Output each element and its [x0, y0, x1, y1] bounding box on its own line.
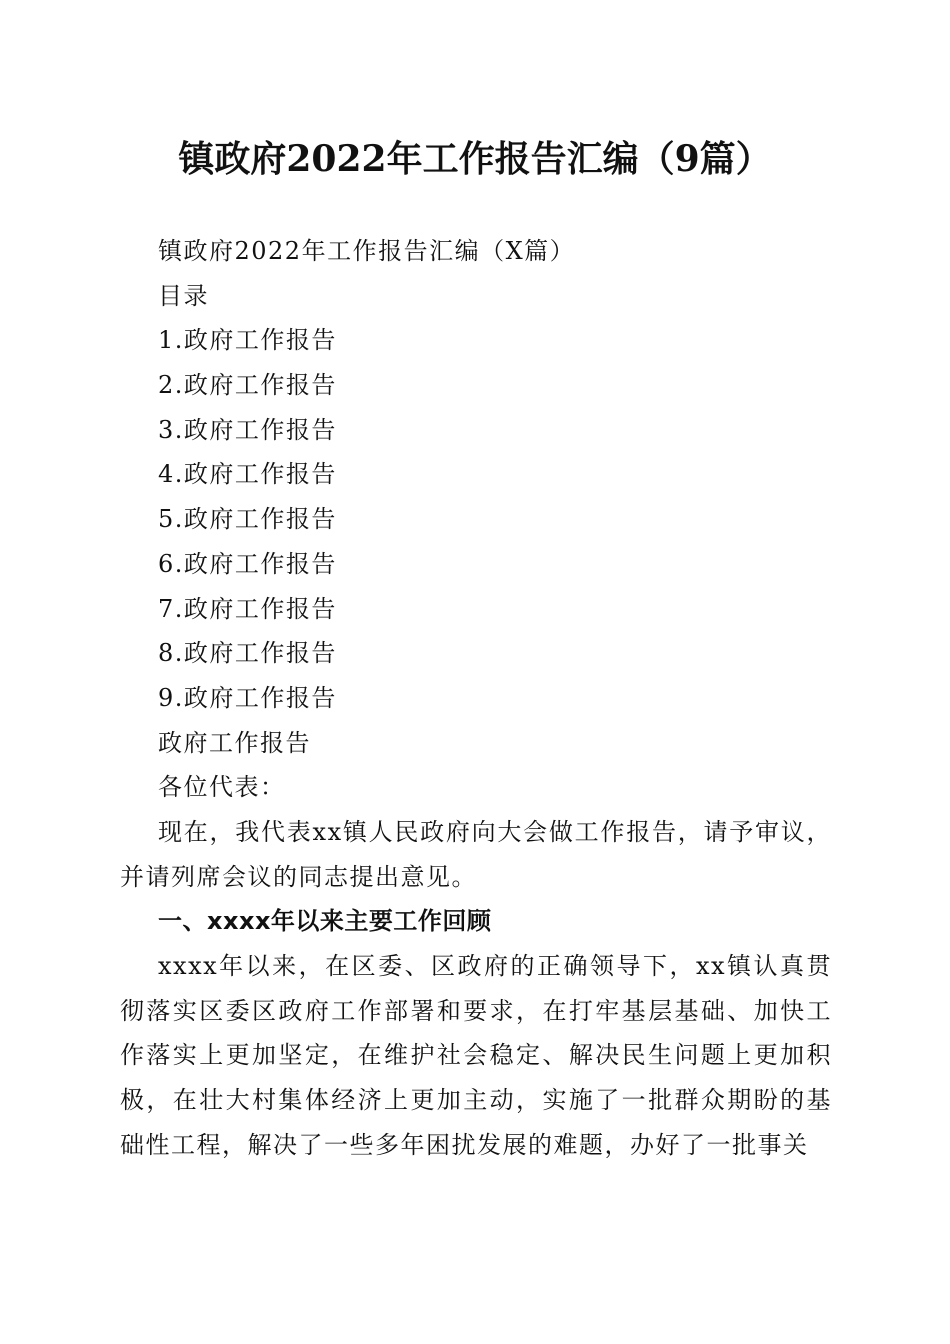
- toc-item: 2.政府工作报告: [158, 371, 337, 400]
- subtitle: 镇政府2022年工作报告汇编（X篇）: [158, 237, 576, 265]
- toc-item: 4.政府工作报告: [158, 460, 337, 489]
- body-paragraph: xxxx年以来，在区委、区政府的正确领导下，xx镇认真贯彻落实区委区政府工作部署和要求，在打牢基层基础、加快工作落实上更加坚定，在维护社会稳定、解决民生问题上更加积极，在壮大村集体经济上更加主动，实施了一批群众期盼的基础性工程，解决了一些多年困扰发展的难题，办好了一批事关: [120, 952, 832, 1159]
- toc-item: 5.政府工作报告: [158, 505, 337, 534]
- toc-item: 7.政府工作报告: [158, 594, 337, 623]
- section-heading: 一、xxxx年以来主要工作回顾: [158, 907, 492, 936]
- table-of-contents: [120, 318, 832, 720]
- document-title: 镇政府2022年工作报告汇编（9篇）: [178, 138, 772, 180]
- document-body: [120, 229, 832, 1168]
- intro-paragraph: 现在，我代表xx镇人民政府向大会做工作报告，请予审议，并请列席会议的同志提出意见。: [120, 817, 832, 891]
- toc-item: 6.政府工作报告: [158, 549, 337, 578]
- salutation: 各位代表：: [158, 773, 286, 802]
- section-title: 政府工作报告: [158, 728, 311, 757]
- toc-label: 目录: [158, 281, 209, 310]
- toc-item: 9.政府工作报告: [158, 683, 337, 712]
- toc-item: 3.政府工作报告: [158, 415, 337, 444]
- toc-item: 1.政府工作报告: [158, 326, 337, 355]
- toc-item: 8.政府工作报告: [158, 639, 337, 668]
